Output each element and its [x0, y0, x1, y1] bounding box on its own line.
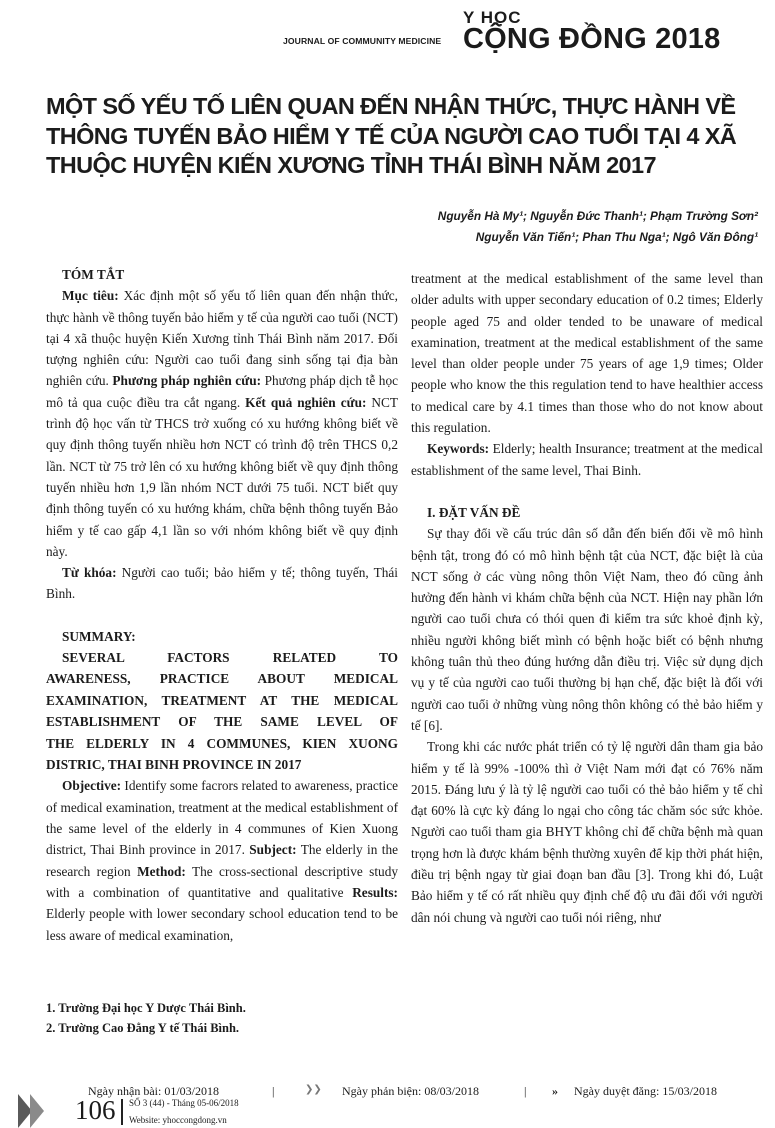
objective-label: Mục tiêu: [62, 288, 119, 304]
page-number: 106 [75, 1095, 116, 1125]
title-line: THUỘC HUYỆN KIẾN XƯƠNG TỈNH THÁI BÌNH NĂM 2017 [46, 152, 656, 178]
left-column [46, 264, 398, 946]
affiliation: 2. Trường Cao Đẳng Y tế Thái Bình. [46, 1021, 240, 1035]
date-separator: | [272, 1084, 275, 1098]
keywords-en: Keywords: Elderly; health Insurance; treatment at the medical establishment of the same level, Thai Binh. [411, 441, 763, 478]
brand-top: Y HỌC [463, 8, 522, 27]
journal-name: JOURNAL OF COMMUNITY MEDICINE [283, 36, 442, 46]
title-line: THÔNG TUYẾN BẢO HIỂM Y TẾ CỦA NGƯỜI CAO TUỔI TẠI 4 XÃ [46, 122, 737, 149]
summary-title: SEVERAL FACTORS RELATED TO AWARENESS, PRACTICE ABOUT MEDICAL EXAMINATION, TREATMENT AT THE MEDICAL ESTABLISHMENT OF THE SAME LEVEL OF THE ELDERLY IN 4 COMMUNES, KIEN XUONG DISTRIC, THAI BINH PROVINCE IN 2017 [46, 650, 398, 773]
right-column [411, 268, 763, 928]
review-icon: ❯❯ [305, 1084, 322, 1095]
summary-body: Objective: Identify some facrors related to awareness, practice of medical examination, treatment at the medical establishment of the same level of the elderly in 4 communes of Kien Xuong district, Thai Binh province in 2017. Subject: The elderly in the research region Method: The cross-sectional descriptive study with a combination of quantitative and qualitative Results: Elderly people with lower secondary school education tend to be less aware of medical examination, [46, 778, 399, 943]
result-label: Kết quả nghiên cứu: [245, 394, 367, 410]
affiliation: 1. Trường Đại học Y Dược Thái Bình. [46, 1001, 246, 1015]
issue-info: SỐ 3 (44) - Tháng 05-06/2018 [129, 1098, 239, 1108]
date-received: Ngày nhận bài: 01/03/2018 [88, 1084, 219, 1098]
intro-heading: I. ĐẶT VẤN ĐỀ [427, 504, 521, 520]
chevron-icon: » [552, 1084, 558, 1098]
keywords-vi: Từ khóa: Người cao tuổi; bảo hiểm y tế; thông tuyến, Thái Bình. [46, 565, 398, 602]
divider [121, 1099, 123, 1125]
authors [438, 206, 758, 248]
intro-paragraph: Trong khi các nước phát triển có tỷ lệ người dân tham gia bảo hiểm y tế là 99% -100% thì ở Việt Nam mới đạt có 76% năm 2015. Đáng lưu ý là tỷ lệ người cao tuổi có thẻ bảo hiểm y tế chỉ đạt 60% là cực kỳ đáng lo ngại cho công tác chăm sóc sức khỏe. Người cao tuổi tham gia BHYT không chỉ để chữa bệnh mà quan trọng hơn là được khám bệnh thường xuyên để kịp thời phát hiện, điều trị bệnh ngay từ giai đoạn ban đầu [3]. Trong khi đó, Luật Bảo hiểm y tế có rất nhiều quy định chế độ ưu đãi đối với người dân nói chung và người cao tuổi nói riêng, như [411, 739, 763, 925]
arrow-icon [30, 1094, 44, 1128]
abstract-vi-body: Mục tiêu: Xác định một số yếu tố liên quan đến nhận thức, thực hành về thông tuyến bảo hiểm y tế của người cao tuổi (NCT) tại 4 xã thuộc huyện Kiến Xương tỉnh Thái Bình năm 2017. Đối tượng nghiên cứu: Người cao tuổi đang sinh sống tại địa bàn nghiên cứu. Phương pháp nghiên cứu: Phương pháp dịch tễ học mô tả qua cuộc điều tra cắt ngang. Kết quả nghiên cứu: NCT trình độ học vấn từ THCS trở xuống có xu hướng không biết về quy định thông tuyến nhiều hơn NCT có trình độ trên THCS 0,2 lần. NCT từ 75 trở lên có xu hướng không biết về quy định thông tuyến nhiều hơn 1,9 lần nhóm NCT dưới 75 tuổi. NCT biết quy định thông tuyến có xu hướng khám, chữa bệnh thông tuyến Bảo hiểm y tế cao gấp 4,1 lần so với nhóm không biết về quy định này. [46, 288, 399, 559]
brand-main: CỘNG ĐỒNG 2018 [463, 23, 721, 55]
summary-continued: treatment at the medical establishment of the same level than older adults with upper secondary education of 0.2 times; Elderly people aged 75 and older tended to be unaware of medical examination, treatment at the medical establishment of the same level than older people under 75 years of age 1,9 times; Older people who know the this regulation tend to have healthier access to medical care by 4.1 times than those who do not know about this regulation. [411, 271, 763, 436]
intro-paragraph: Sự thay đổi về cấu trúc dân số dẫn đến biến đổi về mô hình bệnh tật, trong đó có mô hình bệnh tật của NCT, đặc biệt là của NCT sống ở các vùng nông thôn Việt Nam, theo đó cũng ảnh hưởng đến hành vi khám chữa bệnh của NCT. Hiện nay phần lớn người cao tuổi chưa có thói quen đi kiểm tra sức khoẻ định kỳ, nhiều người không biết mình có bệnh hoặc biết có bệnh nhưng không tuân thủ theo đúng hướng dẫn điều trị. Việc sử dụng dịch vụ y tế của người cao tuổi thường bị hạn chế, đặc biệt là đối với người cao tuổi ở những vùng nông thôn không có thẻ bảo hiểm y tế [6]. [411, 526, 763, 733]
article-title [46, 92, 758, 181]
authors-line: Nguyễn Hà My¹; Nguyễn Đức Thanh¹; Phạm Trường Sơn² [437, 209, 758, 223]
website: Website: yhoccongdong.vn [129, 1115, 227, 1125]
title-line: MỘT SỐ YẾU TỐ LIÊN QUAN ĐẾN NHẬN THỨC, THỰC HÀNH VỀ [46, 93, 736, 119]
authors-line: Nguyễn Văn Tiến¹; Phan Thu Nga¹; Ngô Văn Đông¹ [475, 230, 758, 244]
method-label: Phương pháp nghiên cứu: [112, 373, 262, 389]
date-review: Ngày phản biện: 08/03/2018 [342, 1084, 479, 1098]
summary-heading: SUMMARY: [62, 628, 136, 644]
date-accepted: Ngày duyệt đăng: 15/03/2018 [574, 1084, 717, 1098]
date-separator: | [524, 1084, 527, 1098]
abstract-heading: TÓM TẮT [62, 267, 125, 282]
